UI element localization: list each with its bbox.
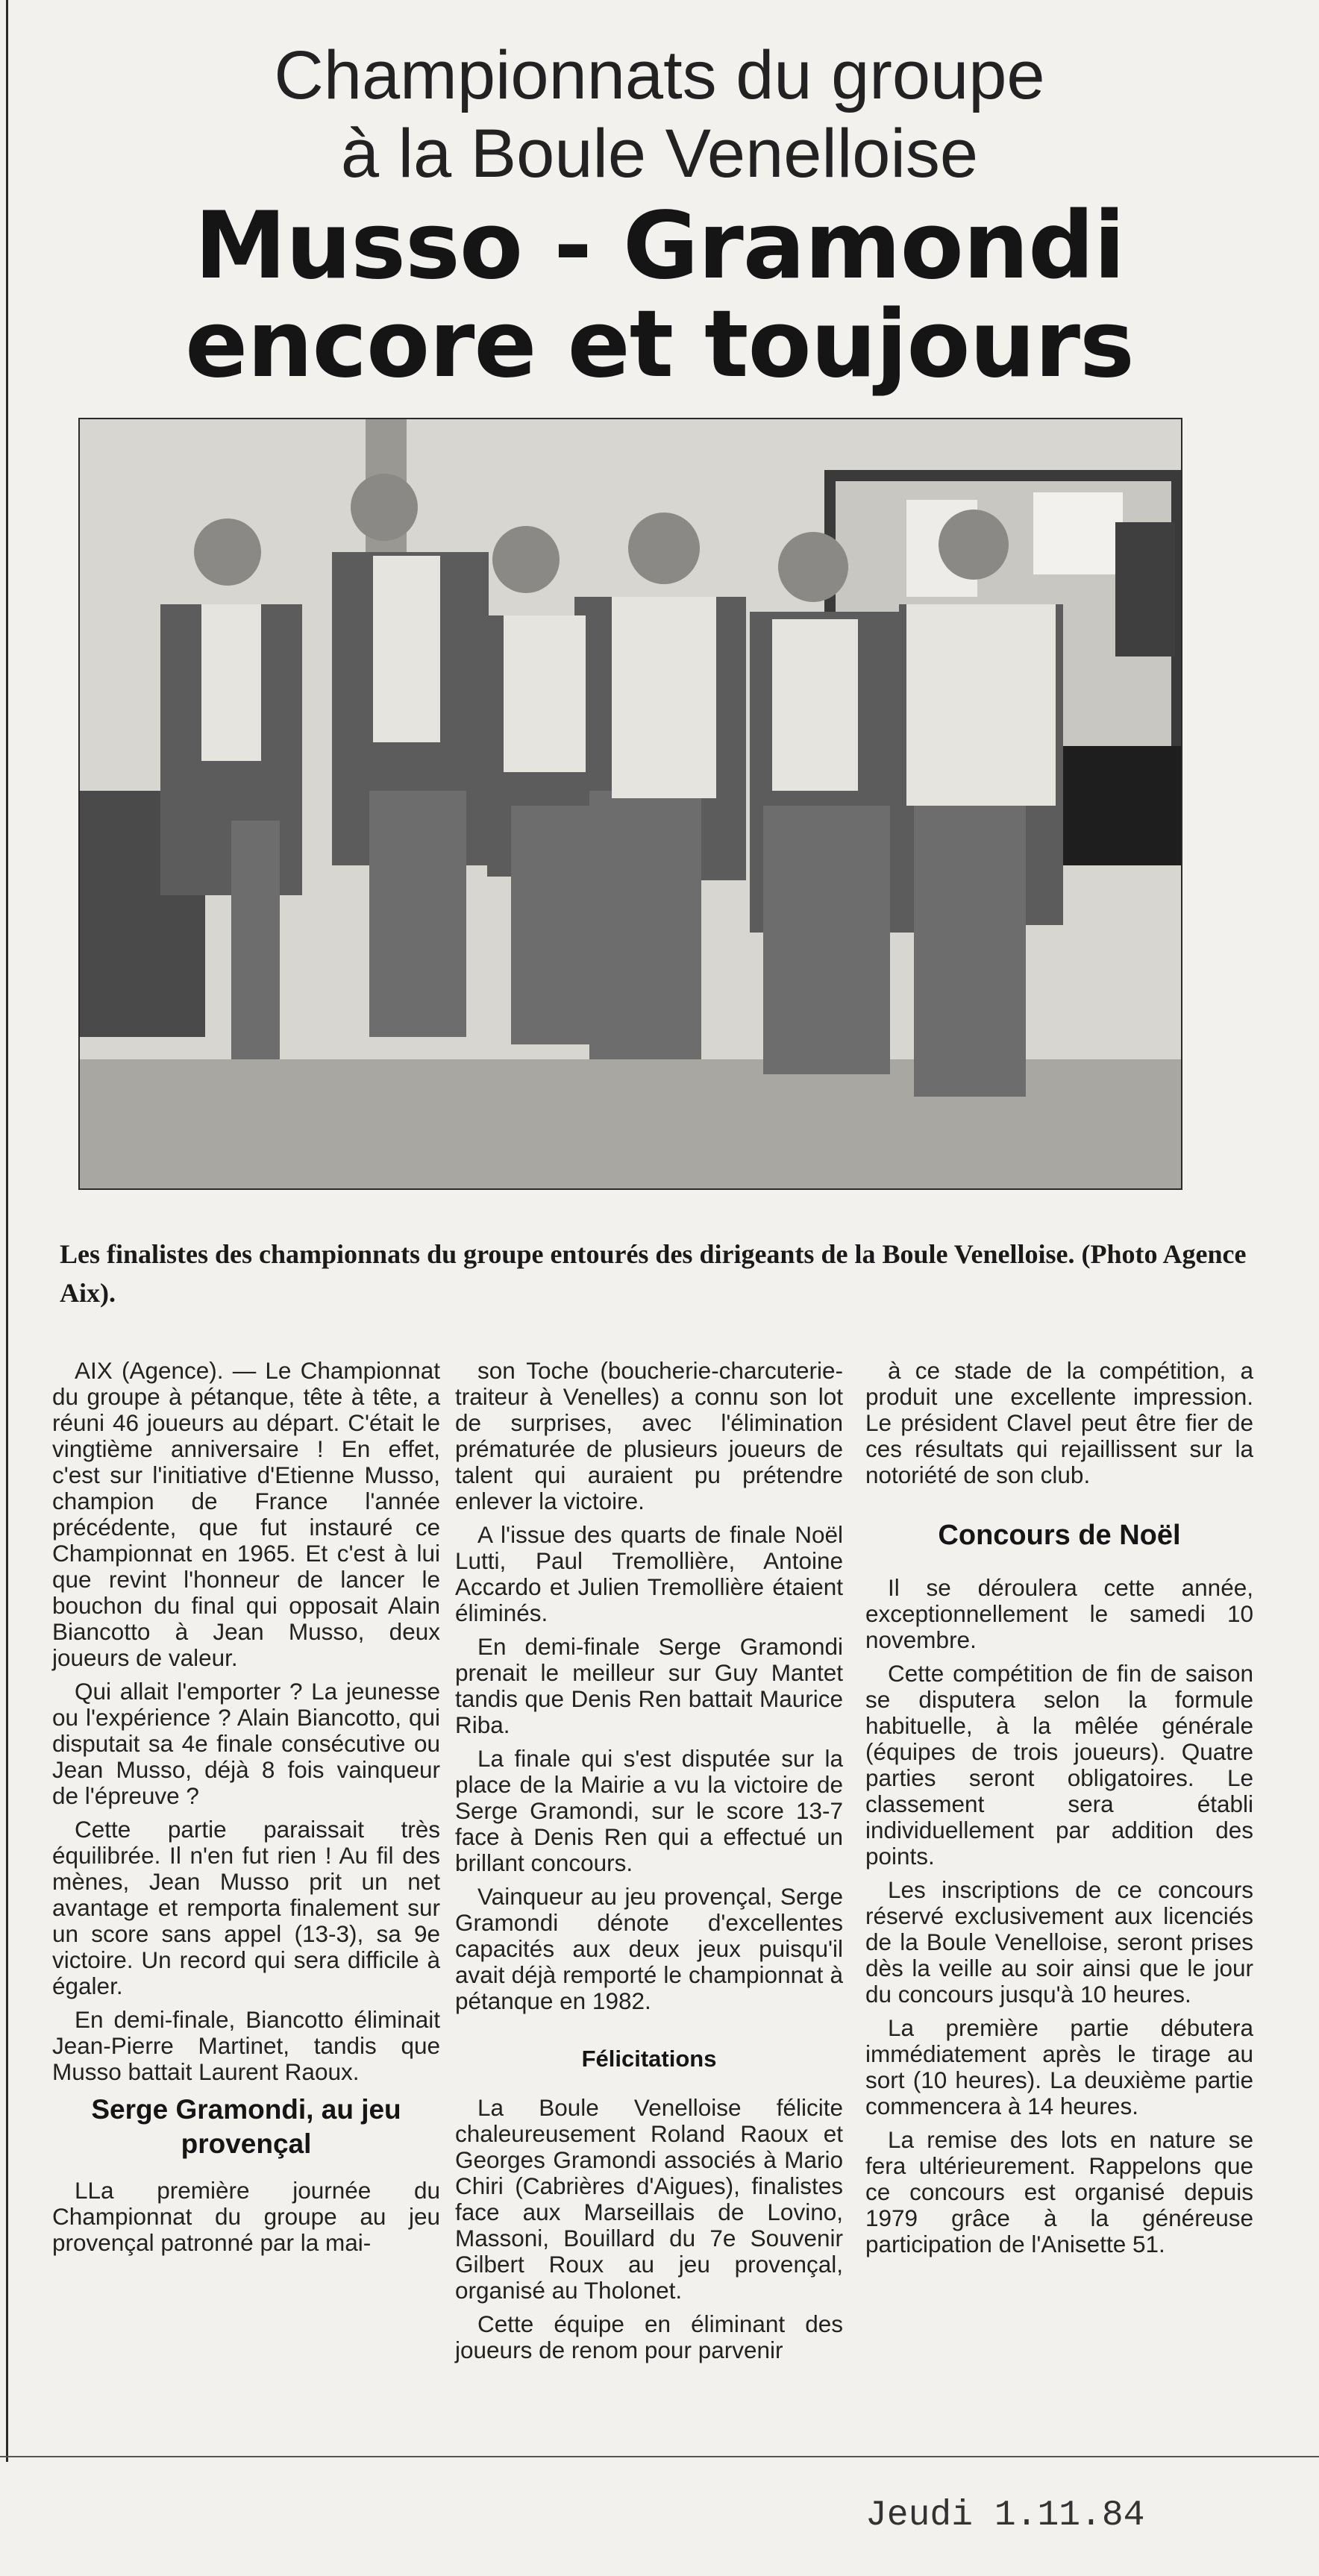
paragraph: son Toche (boucherie-charcuterie-traiteur à Venelles) a connu son lot de surprises, avec l'élimination prématurée de plusieurs joueurs de talent qui auraient pu prétendre enlever la victoire. [455, 1357, 843, 1514]
publication-date: Jeudi 1.11.84 [865, 2495, 1145, 2536]
group-photo [78, 418, 1182, 1190]
article-column-1 [52, 1358, 440, 2263]
paragraph: Cette partie paraissait très équilibrée. Il n'en fut rien ! Au fil des mènes, Jean Musso prit un net avantage et remporta finalement sur un score sans appel (13-3), sa 9e victoire. Un record qui sera difficile à égaler. [52, 1816, 440, 1999]
paragraph: LLa première journée du Championnat du groupe au jeu provençal patronné par la mai- [52, 2177, 440, 2256]
paragraph: Qui allait l'emporter ? La jeunesse ou l'expérience ? Alain Biancotto, qui disputait sa 4e finale consécutive ou Jean Musso, déjà 8 fois vainqueur de l'épreuve ? [52, 1678, 440, 1809]
photo-caption: Les finalistes des championnats du groupe entourés des dirigeants de la Boule Venelloise. (Photo Agence Aix). [60, 1239, 1247, 1308]
paragraph: A l'issue des quarts de finale Noël Lutti, Paul Tremollière, Antoine Accardo et Julien Tremollière étaient éliminés. [455, 1521, 843, 1626]
paragraph: Cette équipe en éliminant des joueurs de renom pour parvenir [455, 2310, 843, 2363]
section-heading: Serge Gramondi, au jeu provençal [91, 2094, 401, 2159]
paragraph: La finale qui s'est disputée sur la place de la Mairie a vu la victoire de Serge Gramondi, sur le score 13-7 face à Denis Ren qui a effectué un brillant concours. [455, 1745, 843, 1876]
article-column-3 [865, 1358, 1253, 2265]
article-column-2 [455, 1358, 843, 2371]
paragraph: La remise des lots en nature se fera ultérieurement. Rappelons que ce concours est organisé depuis 1979 grâce à la généreuse participation de l'Anisette 51. [865, 2126, 1253, 2257]
paragraph: La première partie débutera immédiatement après le tirage au sort (10 heures). La deuxième partie commencera à 14 heures. [865, 2014, 1253, 2119]
section-heading: Concours de Noël [938, 1520, 1181, 1551]
overline-title-1: Championnats du groupe [274, 37, 1045, 113]
paragraph: En demi-finale Serge Gramondi prenait le meilleur sur Guy Mantet tandis que Denis Ren battait Maurice Riba. [455, 1633, 843, 1738]
section-heading: Félicitations [581, 2046, 717, 2072]
photo-illustration [78, 418, 1182, 1190]
paragraph: En demi-finale, Biancotto éliminait Jean-Pierre Martinet, tandis que Musso battait Laurent Raoux. [52, 2006, 440, 2085]
paragraph: Les inscriptions de ce concours réservé exclusivement aux licenciés de la Boule Venelloise, seront prises dès la veille au soir ainsi que le jour du concours jusqu'à 10 heures. [865, 1876, 1253, 2008]
paragraph: Il se déroulera cette année, exceptionnellement le samedi 10 novembre. [865, 1574, 1253, 1653]
paragraph: Vainqueur au jeu provençal, Serge Gramondi dénote d'excellentes capacités aux deux jeux puisqu'il avait déjà remporté le championnat à pétanque en 1982. [455, 1883, 843, 2014]
paragraph: Cette compétition de fin de saison se disputera selon la formule habituelle, à la mêlée générale (équipes de trois joueurs). Quatre parties seront obligatoires. Le classement sera établi individuellement par addition des points. [865, 1660, 1253, 1870]
main-headline-1: Musso - Gramondi [194, 192, 1125, 300]
paragraph: à ce stade de la compétition, a produit une excellente impression. Le président Clavel peut être fier de ces résultats qui rejaillissent sur la notoriété de son club. [865, 1357, 1253, 1488]
paragraph: AIX (Agence). — Le Championnat du groupe à pétanque, tête à tête, a réuni 46 joueurs au départ. C'était le vingtième anniversaire ! En effet, c'est sur l'initiative d'Etienne Musso, champion de France l'année précédente, que fut instauré ce Championnat en 1965. Et c'est à lui que revint l'honneur de lancer le bouchon du final qui opposait Alain Biancotto à Jean Musso, deux joueurs de valeur. [52, 1357, 440, 1671]
paragraph: La Boule Venelloise félicite chaleureusement Roland Raoux et Georges Gramondi associés à Mario Chiri (Cabrières d'Aigues), finalistes face aux Marseillais de Lovino, Massoni, Bouillard du 7e Souvenir Gilbert Roux au jeu provençal, organisé au Tholonet. [455, 2094, 843, 2304]
bottom-rule [0, 2456, 1319, 2457]
main-headline-2: encore et toujours [185, 291, 1134, 398]
overline-title-2: à la Boule Venelloise [340, 116, 979, 192]
